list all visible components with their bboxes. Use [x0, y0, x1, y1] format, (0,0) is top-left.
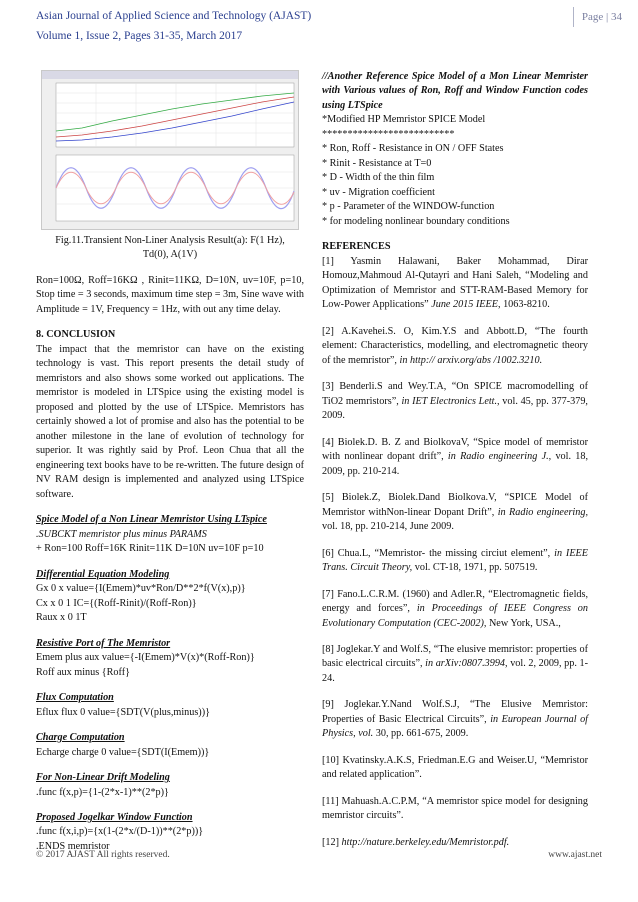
spice-line: + Ron=100 Roff=16K Rinit=11K D=10N uv=10F p=10: [36, 543, 264, 555]
reference-source: in IEEE Trans. Circuit Theory,: [322, 547, 588, 574]
reference-source: in Radio engineering,: [494, 506, 588, 518]
resist-heading: Resistive Port of The Memristor: [36, 637, 171, 649]
left-column: [36, 70, 304, 854]
code-line: Raux x 0 1T: [36, 612, 87, 624]
code-line: .func f(x,p)={1-(2*x-1)**(2*p)}: [36, 786, 169, 798]
reference-details: 30, pp. 661-675, 2009.: [373, 728, 469, 740]
reference-item: [322, 836, 588, 850]
code-line: Roff aux minus {Roff}: [36, 666, 131, 678]
code-line: .func f(x,i,p)={x(1-(2*x/(D-1))**(2*p))}: [36, 826, 204, 838]
model-comment: * uv - Migration coefficient: [322, 186, 435, 198]
reference-details: vol. 45, pp. 377-379, 2009.: [322, 395, 588, 422]
reference-source: June 2015 IEEE: [428, 299, 498, 311]
reference-item: [322, 380, 588, 423]
references-heading: REFERENCES: [322, 241, 391, 253]
reference-source: http://nature.berkeley.edu/Memristor.pdf.: [338, 836, 510, 848]
reference-item: [322, 436, 588, 479]
reference-item: [322, 588, 588, 631]
reference-text: [6] Chua.L, “Memristor- the missing circiut element”,: [322, 547, 551, 559]
reference-item: [322, 754, 588, 783]
model-comment: **************************: [322, 128, 455, 140]
conclusion-heading: 8. CONCLUSION: [36, 329, 116, 341]
charge-heading: Charge Computation: [36, 732, 125, 744]
reference-item: [322, 325, 588, 368]
reference-text: [4] Biolek.D. B. Z and BiolkovaV, “Spice model of memristor with nonlinear dopant drift”,: [322, 436, 588, 463]
conclusion-text: The impact that the memristor can have on the existing technology is vast. This report presents the detail study of memristors and also shows some worked out applications. The memristor is modeled in LTSpice using the existing model is proposed and plotted by the use of LTSpice. Memristors has certainly showed a lot of promise and also has the potential to be another milestone in the lane of evolution of technology for superior. It was rightly said by Prof. Leon Chua that all the engineering text books have to be re-written. The future design of NV RAM design is implemented and analyzed using LTSpice software.: [36, 343, 304, 500]
figure-caption-line2: Td(0), A(1V): [142, 249, 198, 261]
code-line: Emem plus aux value={-I(Emem)*V(x)*(Roff-Ron)}: [36, 652, 255, 664]
spice-line: .SUBCKT memristor plus minus PARAMS: [36, 528, 207, 540]
simulation-params: Ron=100Ω, Roff=16KΩ , Rinit=11KΩ, D=10N, uv=10F, p=10, Stop time = 3 seconds, maximum time step = 3m, Sine wave with Amplitude = 1V, Frequency = 1Hz, with out any time delay.: [36, 274, 304, 315]
figure-plot: [41, 70, 299, 230]
model-comment: * for modeling nonlinear boundary conditions: [322, 215, 510, 227]
page-number: Page | 34: [573, 7, 628, 27]
diff-heading: Differential Equation Modeling: [36, 568, 170, 580]
model-comment: * p - Parameter of the WINDOW-function: [322, 201, 495, 213]
reference-text: [12]: [322, 836, 339, 848]
reference-source: in European Journal of Physics, vol.: [322, 713, 588, 740]
reference-item: [322, 255, 588, 313]
model-comment: *Modified HP Memristor SPICE Model: [322, 114, 486, 126]
reference-details: vol. 18, 2009, pp. 210-214.: [322, 451, 588, 477]
code-line: Gx 0 x value={I(Emem)*uv*Ron/D**2*f(V(x),p)}: [36, 583, 246, 595]
code-line: Eflux flux 0 value={SDT(V(plus,minus))}: [36, 706, 210, 718]
journal-title: Asian Journal of Applied Science and Technology (AJAST): [36, 10, 312, 22]
reference-source: in Proceedings of IEEE Congress on Evolutionary Computation (CEC-2002),: [322, 603, 588, 629]
reference-item: [322, 491, 588, 534]
reference-text: [3] Benderli.S and Wey.T.A, “On SPICE macromodelling of TiO2 memristors”,: [322, 381, 588, 407]
model-comment: * D - Width of the thin film: [322, 172, 435, 184]
reference-text: [2] A.Kavehei.S. O, Kim.Y.S and Abbott.D, “The fourth element: Characteristics, modelling, and electromagnetic theory of the memristor”,: [322, 325, 588, 366]
reference-item: [322, 795, 588, 824]
another-model-heading: //Another Reference Spice Model of a Mon Linear Memrister with Various values of Ron, Roff and Window Function codes using LTSpice: [322, 71, 588, 111]
reference-details: vol. 18, pp. 210-214, June 2009.: [322, 521, 454, 533]
code-line: Echarge charge 0 value={SDT(I(Emem))}: [36, 746, 210, 758]
reference-details: vol. 2, 2009, pp. 1-24.: [322, 658, 588, 684]
reference-text: [10] Kvatinsky.A.K.S, Friedman.E.G and Weiser.U, “Memristor and related application”.: [322, 754, 588, 781]
reference-source: in IET Electronics Lett.,: [398, 395, 500, 407]
footer-site: www.ajast.net: [548, 850, 602, 860]
reference-source: in Radio engineering J.,: [443, 451, 552, 463]
reference-details: , 1063-8210.: [497, 299, 550, 311]
flux-heading: Flux Computation: [36, 692, 114, 704]
reference-text: [11] Mahuash.A.C.P.M, “A memristor spice model for designing memristor circuits”.: [322, 795, 588, 822]
reference-text: [5] Biolek.Z, Biolek.Dand Biolkova.V, “SPICE Model of Memristor withNon-linear Dopant Drift”,: [322, 492, 588, 518]
footer-copyright: © 2017 AJAST All rights reserved.: [36, 850, 170, 860]
reference-list: [322, 255, 588, 851]
drift-heading: For Non-Linear Drift Modeling: [36, 772, 170, 784]
reference-text: [7] Fano.L.C.R.M. (1960) and Adler.R, “Electromagnetic fields, energy and forces”,: [322, 588, 588, 615]
reference-item: [322, 643, 588, 686]
code-line: Cx x 0 1 IC={(Roff-Rinit)/(Roff-Ron)}: [36, 597, 197, 609]
volume-info: Volume 1, Issue 2, Pages 31-35, March 2017: [36, 30, 243, 42]
reference-details: vol. CT-18, 1971, pp. 507519.: [412, 562, 538, 574]
model-comment: * Rinit - Resistance at T=0: [322, 157, 432, 169]
right-column: [322, 70, 588, 850]
reference-text: [1] Yasmin Halawani, Baker Mohammad, Dirar Homouz,Mahmoud Al-Qutayri and Hani Saleh, “Modeling and Optimization of Memristor and STT-RAM-Based Memory for Low-Power Applications”: [322, 255, 588, 311]
jogelkar-heading: Proposed Jogelkar Window Function: [36, 811, 193, 823]
spice-heading: Spice Model of a Non Linear Memristor Using LTspice: [36, 514, 267, 526]
reference-source: in arXiv:0807.3994,: [422, 658, 508, 670]
figure-caption-line1: Fig.11.Transient Non-Liner Analysis Result(a): F(1 Hz),: [55, 235, 285, 246]
reference-text: [9] Joglekar.Y.Nand Wolf.S.J, “The Elusive Memristor: Properties of Basic Electrical Circuits”,: [322, 699, 588, 725]
model-comment: * Ron, Roff - Resistance in ON / OFF States: [322, 143, 504, 155]
code-line: .ENDS memristor: [36, 840, 110, 852]
reference-text: [8] Joglekar.Y and Wolf.S, “The elusive memristor: properties of basic electrical circuits”,: [322, 643, 588, 670]
reference-item: [322, 698, 588, 741]
reference-details: New York, USA.,: [486, 617, 561, 629]
transient-plot-image: [42, 71, 298, 229]
reference-source: in http:// arxiv.org/abs /1002.3210.: [396, 354, 543, 366]
reference-item: [322, 547, 588, 576]
